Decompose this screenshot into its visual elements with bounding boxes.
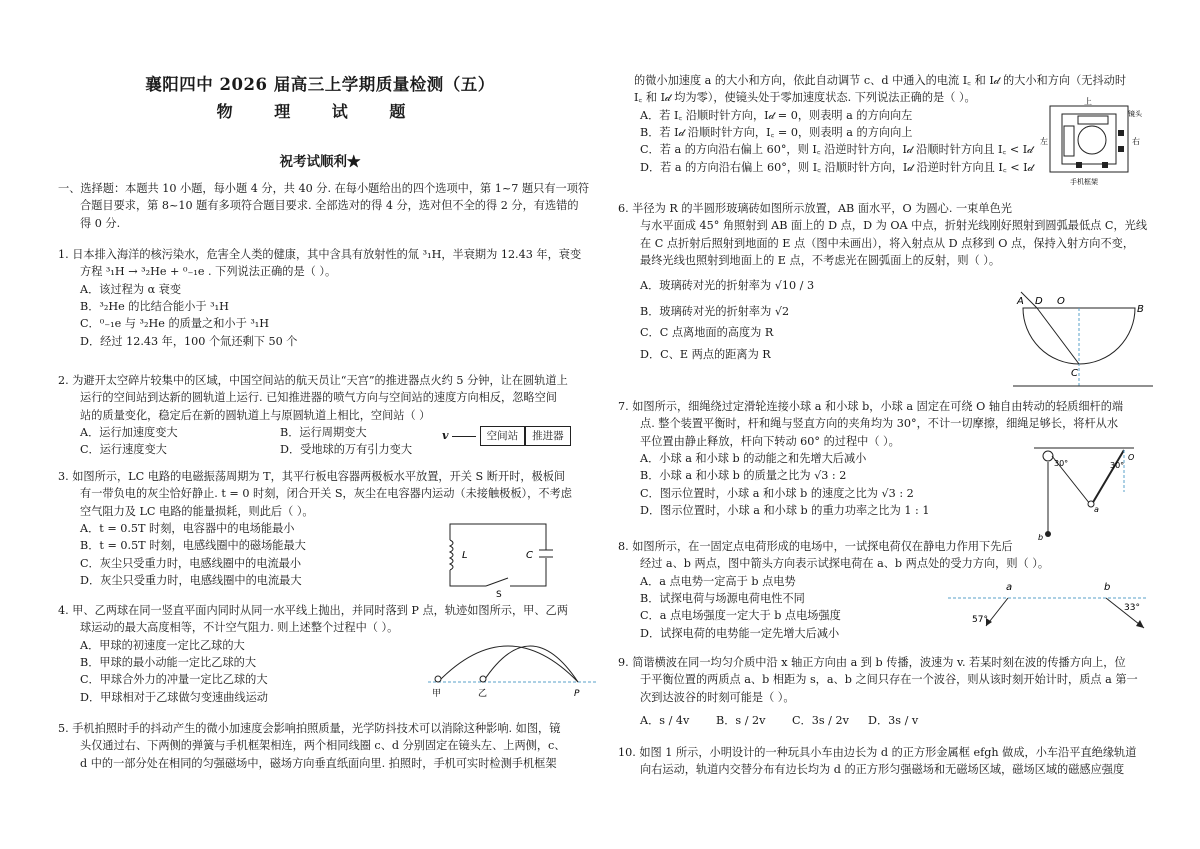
question-10 (618, 744, 1136, 779)
label-frame: 手机框架 (1070, 178, 1098, 186)
option-d: D．C、E 两点的距离为 R (640, 347, 771, 361)
option-c: C．C 点离地面的高度为 R (640, 326, 774, 340)
option-c: C．⁰₋₁e 与 ³₂He 的质量之和小于 ³₁H (80, 317, 270, 331)
text-line: 平位置由静止释放，杆向下转动 60° 的过程中（ ）。 (640, 434, 900, 448)
label-p: P (574, 689, 580, 699)
station-box: 空间站 (480, 426, 526, 446)
trajectory-b (483, 646, 578, 682)
option-d: D．若 a 的方向沿右偏上 60°，则 I꜀ 沿顺时针方向，I𝒹 沿逆时针方向且 I꜀ < I𝒹 (640, 160, 1034, 174)
option-c: C．3s / 2v (792, 714, 849, 728)
text-line: 6. 半径为 R 的半圆形玻璃砖如图所示放置，AB 面水平，O 为圆心. 一束单色光 (618, 202, 1012, 215)
thruster-box: 推进器 (525, 426, 571, 446)
angle-b: 33° (1124, 603, 1140, 613)
spring-block (1076, 162, 1082, 168)
text-line: 方程 ³₁H → ³₂He + ⁰₋₁e . 下列说法正确的是（ ）。 (80, 265, 337, 279)
velocity-label: v (442, 428, 449, 442)
label-a: A (1017, 296, 1024, 307)
text-line: 4. 甲、乙两球在同一竖直平面内同时从同一水平线上抛出，并同时落到 P 点，轨迹如图所示，甲、乙两 (58, 604, 568, 617)
coil-d (1078, 116, 1108, 124)
option-a: A．s / 4v (640, 714, 690, 728)
text-line: 向右运动，轨道内交替分布有边长均为 d 的正方形匀强磁场和无磁场区域，磁场区域的磁感应强度 (640, 763, 1125, 777)
option-b: B．玻璃砖对光的折射率为 √2 (640, 304, 790, 318)
label-s: S (496, 590, 502, 598)
option-b: B．小球 a 和小球 b 的质量之比为 √3 : 2 (640, 469, 847, 483)
label-yi: 乙 (478, 689, 488, 699)
question-9 (618, 654, 1138, 729)
text-line: 次到达波谷的时刻可能是（ ）。 (640, 690, 795, 704)
angle-label-2: 30° (1110, 461, 1125, 470)
exam-wish: 祝考试顺利★ (279, 154, 361, 170)
option-a: A．小球 a 和小球 b 的动能之和先增大后减小 (640, 452, 867, 466)
text-line: 头仅通过右、下两侧的弹簧与手机框架相连，两个相同线圈 c、d 分别固定在镜头左、上两侧，c、 (80, 739, 566, 753)
option-a: A．t = 0.5T 时刻，电容器中的电场能最小 (80, 522, 295, 536)
option-c: C．a 点电场强度一定大于 b 点电场强度 (640, 609, 841, 623)
projectile-figure (428, 630, 598, 700)
option-c: C．图示位置时，小球 a 和小球 b 的速度之比为 √3 : 2 (640, 486, 914, 500)
text-line: 最终光线也照射到地面上的 E 点，不考虑光在圆弧面上的反射，则（ ）。 (640, 254, 1001, 268)
text-line: 5. 手机拍照时手的抖动产生的微小加速度会影响拍照质量，光学防抖技术可以消除这种影响. 如图，镜 (58, 722, 561, 735)
pulley-icon (1043, 451, 1053, 461)
label-b: b (1038, 533, 1044, 542)
text-line: 10. 如图 1 所示，小明设计的一种玩具小车由边长为 d 的正方形金属框 efgh 做成，小车沿平直绝缘轨道 (618, 746, 1137, 759)
angle-label-1: 30° (1054, 459, 1069, 468)
question-5 (58, 720, 566, 772)
label-b: b (1104, 582, 1111, 593)
label-o: O (1057, 296, 1065, 307)
ball-b (1045, 531, 1051, 537)
option-a: A．若 I꜀ 沿顺时针方向，I𝒹 = 0，则表明 a 的方向向左 (640, 108, 913, 122)
text-line: 与水平面成 45° 角照射到 AB 面上的 D 点，D 为 OA 中点，折射光线刚好照射到圆弧最低点 C，光线 (640, 219, 1148, 233)
text-line: 运行的空间站到达新的圆轨道上运行. 已知推进器的喷气方向与空间站的速度方向相反，忽略空间 (80, 391, 557, 405)
label-b: B (1137, 304, 1144, 315)
option-a: A．该过程为 α 衰变 (80, 282, 182, 296)
option-c: C．灰尘只受重力时，电感线圈中的电流最小 (80, 556, 302, 570)
text-line: 2. 为避开太空碎片较集中的区域，中国空间站的航天员让“天宫”的推进器点火约 5 分钟，让在圆轨道上 (58, 374, 568, 387)
trajectory-a (438, 646, 578, 682)
glass-semicircle-figure (1013, 290, 1153, 390)
pulley-figure (1030, 442, 1140, 542)
exam-title: 襄阳四中 2026 届高三上学期质量检测（五） (145, 75, 495, 94)
text-line: 空气阻力及 LC 电路的能量损耗，则此后（ ）。 (80, 504, 314, 518)
option-b: B．若 I𝒹 沿顺时针方向，I꜀ = 0，则表明 a 的方向向上 (640, 126, 913, 140)
ball-b (480, 676, 486, 682)
label-top: 上 (1084, 97, 1092, 106)
ball-a (435, 676, 441, 682)
label-left: 左 (1040, 137, 1048, 146)
label-c: C (1071, 368, 1078, 379)
option-b: B．试探电荷与场源电荷电性不同 (640, 592, 805, 606)
option-b: B．³₂He 的比结合能小于 ³₁H (80, 300, 229, 314)
text-line: I꜀ 和 I𝒹 均为零），使镜头处于零加速度状态. 下列说法正确的是（ ）。 (634, 91, 976, 105)
option-d: D．图示位置时，小球 a 和小球 b 的重力功率之比为 1 : 1 (640, 504, 930, 518)
option-d: D．甲球相对于乙球做匀变速曲线运动 (80, 690, 268, 704)
label-jia: 甲 (432, 689, 442, 699)
label-a: a (1094, 505, 1099, 514)
label-right: 右 (1132, 137, 1140, 146)
question-1 (58, 246, 581, 350)
option-a: A．甲球的初速度一定比乙球的大 (80, 638, 245, 652)
label-a: a (1006, 582, 1013, 593)
option-d: D．经过 12.43 年，100 个氚还剩下 50 个 (80, 334, 298, 348)
option-a: A．玻璃砖对光的折射率为 √10 / 3 (640, 279, 815, 293)
option-c: C．若 a 的方向沿右偏上 60°，则 I꜀ 沿逆时针方向，I𝒹 沿顺时针方向且 I꜀ < I𝒹 (640, 143, 1033, 157)
spring-block (1118, 146, 1124, 152)
label-d: D (1035, 296, 1043, 307)
refracted-ray (1037, 308, 1079, 364)
text-line: 8. 如图所示，在一固定点电荷形成的电场中，一试探电荷仅在静电力作用下先后 (618, 540, 1013, 553)
field-force-figure (948, 578, 1148, 634)
option-a: A．运行加速度变大 (80, 426, 178, 440)
option-d: D．3s / v (868, 714, 919, 728)
text-line: 3. 如图所示，LC 电路的电磁振荡周期为 T，其平行板电容器两极板水平放置，开关 S 断开时，极板间 (58, 470, 566, 483)
text-line: 球运动的最大高度相等，不计空气阻力. 则上述整个过程中（ ）。 (80, 621, 399, 635)
spring-block (1102, 162, 1108, 168)
option-c: C．运行速度变大 (80, 443, 167, 457)
text-line: 有一带负电的灰尘恰好静止. t = 0 时刻，闭合开关 S，灰尘在电容器内运动（未接触极板），不考虑 (80, 487, 572, 501)
option-b: B．t = 0.5T 时刻，电感线圈中的磁场能最大 (80, 539, 306, 553)
arrowhead-b-icon (1136, 620, 1144, 628)
inductor-gap (446, 540, 456, 570)
section-1-intro (58, 180, 589, 232)
text-line: d 中的一部分处在相同的匀强磁场中，磁场方向垂直纸面向里. 拍照时，手机可实时检测手机框架 (80, 756, 557, 770)
spring-block (1118, 130, 1124, 136)
label-c: C (526, 550, 533, 561)
lens-icon (1078, 126, 1106, 154)
arrow-left-icon (452, 436, 476, 437)
angle-a: 57° (972, 615, 988, 625)
subject-title: 物 理 试 题 (216, 102, 424, 121)
label-o: O (1128, 453, 1135, 462)
text-line: 站的质量变化，稳定后在新的圆轨道上与原圆轨道上相比，空间站（ ） (80, 408, 431, 422)
option-d: D．灰尘只受重力时，电感线圈中的电流最大 (80, 574, 302, 588)
space-station-figure (442, 426, 571, 446)
text-line: 点. 整个装置平衡时，杆和绳与竖直方向的夹角均为 30°，不计一切摩擦，细绳足够长，将杆从水 (640, 417, 1119, 431)
label-lens: 镜头 (1128, 110, 1142, 118)
option-b: B．甲球的最小动能一定比乙球的大 (80, 656, 257, 670)
text-line: 于平衡位置的两质点 a、b 相距为 s，a、b 之间只存在一个波谷，则从该时刻开始计时，质点 a 第一 (640, 673, 1138, 687)
text-line: 合题目要求，第 8~10 题有多项符合题目要求. 全部选对的得 4 分，选对但不全的得 2 分，有选错的 (80, 199, 579, 213)
text-line: 的微小加速度 a 的大小和方向，依此自动调节 c、d 中通入的电流 I꜀ 和 I𝒹 的大小和方向（无抖动时 (634, 74, 1127, 87)
text-line: 得 0 分. (80, 216, 121, 230)
text-line: 1. 日本排入海洋的核污染水，危害全人类的健康，其中含具有放射性的氚 ³₁H，半衰期为 12.43 年，衰变 (58, 248, 582, 261)
label-l: L (462, 550, 468, 561)
option-b: B．s / 2v (716, 714, 766, 728)
text-line: 在 C 点折射后照射到地面的 E 点（图中未画出），将入射点从 D 点移到 O 点，保持入射方向不变， (640, 236, 1135, 250)
text-line: 9. 简谐横波在同一均匀介质中沿 x 轴正方向由 a 到 b 传播，波速为 v. 若某时刻在波的传播方向上，位 (618, 656, 1126, 669)
option-d: D．试探电荷的电势能一定先增大后减小 (640, 626, 840, 640)
option-c: C．甲球合外力的冲量一定比乙球的大 (80, 673, 268, 687)
rod (1092, 450, 1124, 504)
text-line: 7. 如图所示，细绳绕过定滑轮连接小球 a 和小球 b，小球 a 固定在可绕 O 轴自由转动的轻质细杆的端 (618, 400, 1124, 413)
coil-c (1064, 126, 1074, 156)
option-b: B．运行周期变大 (280, 426, 367, 440)
text-line: 一、选择题：本题共 10 小题，每小题 4 分，共 40 分. 在每小题给出的四个选项中，第 1~7 题只有一项符 (58, 182, 590, 195)
lc-circuit-figure (446, 520, 556, 598)
text-line: 经过 a、b 两点，图中箭头方向表示试探电荷在 a、b 两点处的受力方向，则（ ）。 (640, 557, 1050, 571)
option-d: D．受地球的万有引力变大 (280, 443, 413, 457)
phone-frame-figure (1040, 96, 1144, 188)
option-a: A．a 点电势一定高于 b 点电势 (640, 574, 796, 588)
